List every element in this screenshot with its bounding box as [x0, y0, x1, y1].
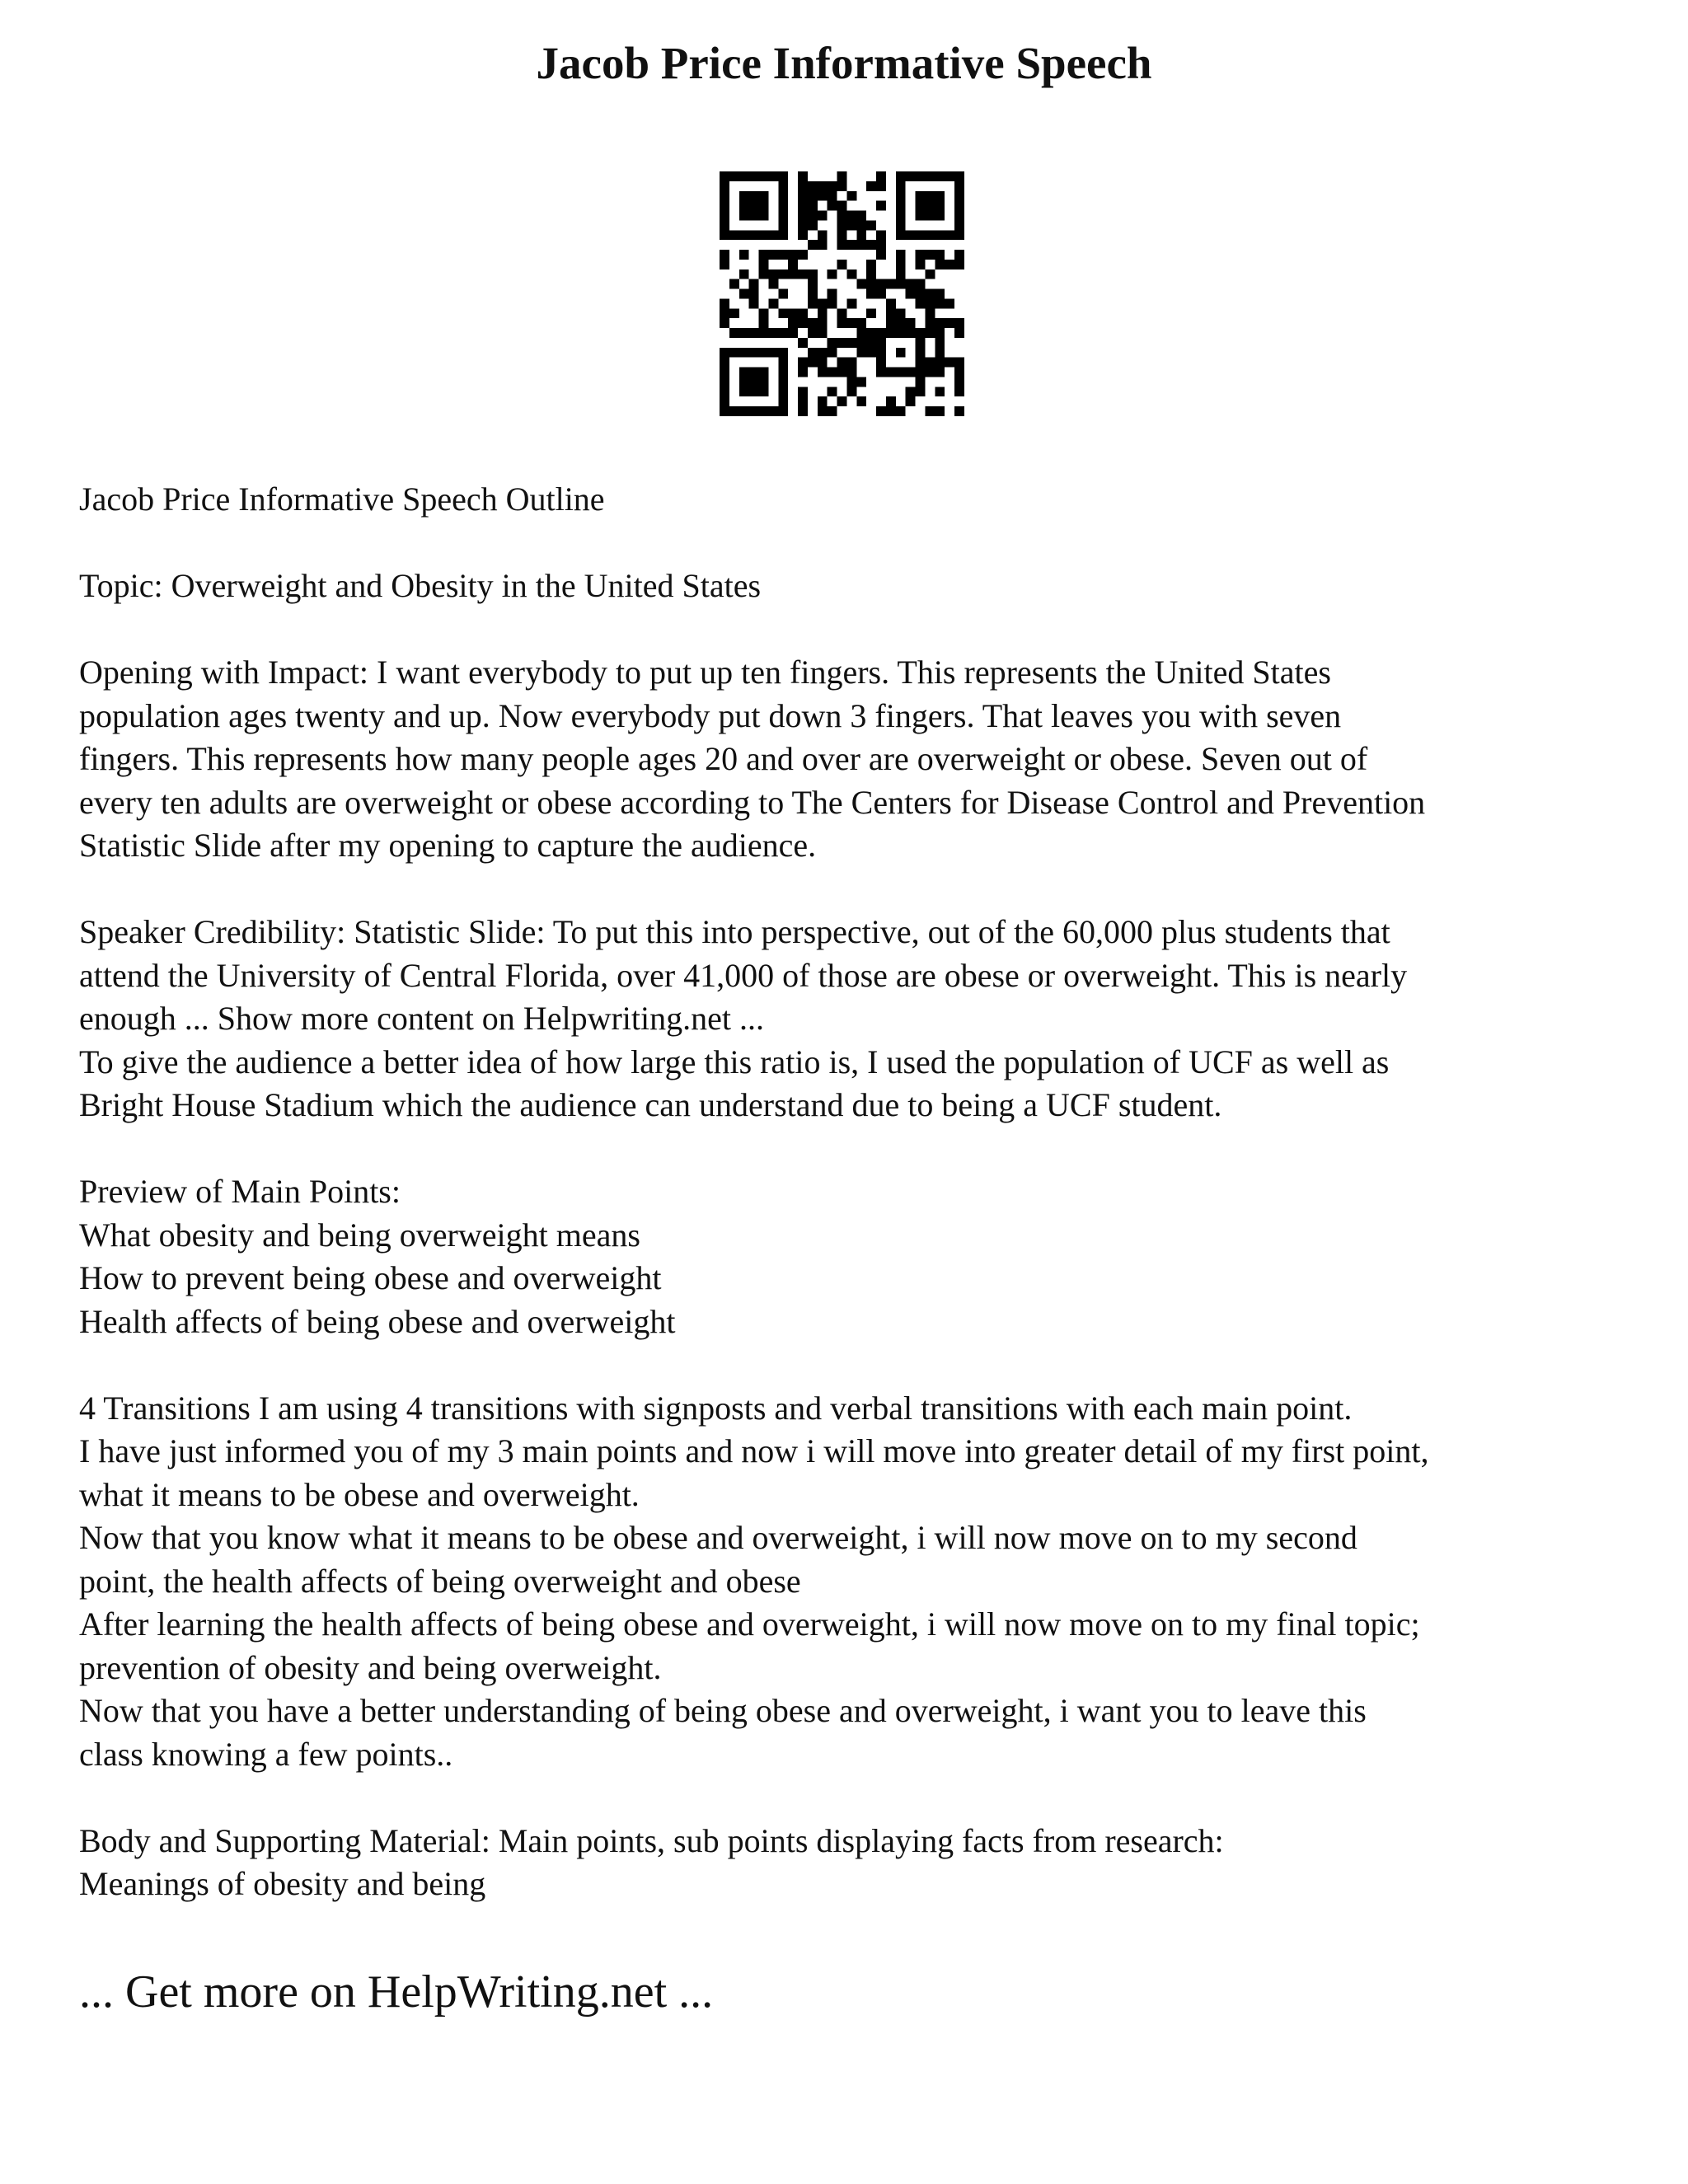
text-line: Jacob Price Informative Speech Outline — [79, 480, 605, 518]
text-line: point, the health affects of being overweight and obese — [79, 1562, 801, 1600]
text-line: How to prevent being obese and overweight — [79, 1259, 662, 1296]
text-line: To give the audience a better idea of how large this ratio is, I used the population of UCF as well as — [79, 1043, 1390, 1080]
text-line: I have just informed you of my 3 main points and now i will move into greater detail of my first point, — [79, 1432, 1429, 1469]
text-line: 4 Transitions I am using 4 transitions with signposts and verbal transitions with each main point. — [79, 1389, 1353, 1427]
text-line: What obesity and being overweight means — [79, 1216, 640, 1254]
text-line: Now that you know what it means to be obese and overweight, i will now move on to my second — [79, 1519, 1357, 1556]
text-line: Meanings of obesity and being — [79, 1865, 486, 1902]
transitions-paragraph — [79, 1387, 1645, 1777]
qr-code-icon — [720, 171, 964, 416]
text-line: Now that you have a better understanding of being obese and overweight, i want you to leave this — [79, 1692, 1367, 1729]
text-line: Body and Supporting Material: Main points, sub points displaying facts from research: — [79, 1821, 1224, 1859]
text-line: Opening with Impact: I want everybody to put up ten fingers. This represents the United States — [79, 654, 1331, 691]
opening-paragraph — [79, 651, 1645, 868]
text-line: Preview of Main Points: — [79, 1173, 401, 1210]
text-line: fingers. This represents how many people ages 20 and over are overweight or obese. Seven out of — [79, 740, 1368, 777]
preview-paragraph — [79, 1170, 1645, 1343]
document-body — [79, 478, 1645, 1949]
document-title: Jacob Price Informative Speech — [536, 38, 1152, 88]
text-line: After learning the health affects of being obese and overweight, i will now move on to my final topic; — [79, 1605, 1420, 1643]
text-line: prevention of obesity and being overweight. — [79, 1648, 662, 1686]
text-line: population ages twenty and up. Now everybody put down 3 fingers. That leaves you with seven — [79, 696, 1342, 734]
text-line: Bright House Stadium which the audience can understand due to being a UCF student. — [79, 1086, 1222, 1123]
get-more-link[interactable]: ... Get more on HelpWriting.net ... — [79, 1966, 714, 2018]
text-line: enough ... Show more content on Helpwriting.net ... — [79, 1000, 764, 1037]
text-line: what it means to be obese and overweight. — [79, 1475, 640, 1513]
text-line: attend the University of Central Florida, over 41,000 of those are obese or overweight. This is nearly — [79, 956, 1408, 994]
text-line: Topic: Overweight and Obesity in the United States — [79, 567, 762, 604]
text-line: every ten adults are overweight or obese according to The Centers for Disease Control and Prevention — [79, 783, 1426, 821]
credibility-paragraph — [79, 911, 1645, 1127]
text-line: class knowing a few points.. — [79, 1735, 453, 1773]
text-line: Health affects of being obese and overweight — [79, 1302, 676, 1340]
text-line: Speaker Credibility: Statistic Slide: To put this into perspective, out of the 60,000 plus students that — [79, 913, 1390, 950]
body-paragraph — [79, 1820, 1645, 1906]
text-line: Statistic Slide after my opening to capture the audience. — [79, 827, 817, 864]
topic-line — [79, 565, 1645, 608]
outline-heading — [79, 478, 1645, 522]
